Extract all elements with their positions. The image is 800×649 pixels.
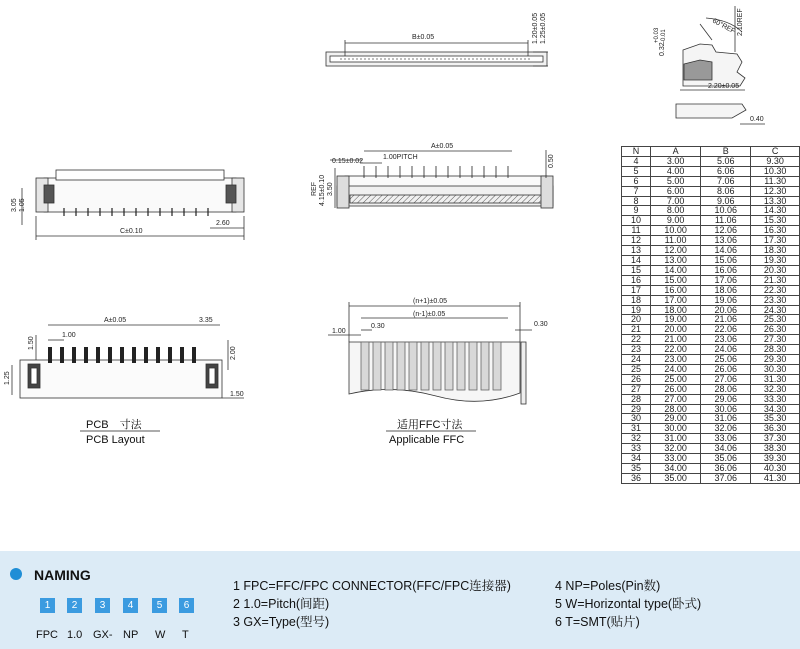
code-part: GX- (93, 629, 113, 641)
table-cell: 30 (622, 414, 651, 424)
naming-desc: 4 NP=Poles(Pin数) (555, 579, 661, 593)
table-cell: 27.30 (751, 335, 800, 345)
dim-text: 1.20±0.05 (532, 12, 539, 44)
dim-text: REF (311, 182, 318, 196)
table-row (622, 464, 800, 474)
table-cell: 28.30 (751, 345, 800, 355)
table-cell: 9.00 (651, 216, 701, 226)
table-cell: 36.06 (701, 464, 751, 474)
table-cell: 19.06 (701, 295, 751, 305)
table-cell: 8 (622, 196, 651, 206)
dim-text: 60°REF (711, 17, 737, 36)
naming-desc: 6 T=SMT(贴片) (555, 615, 640, 629)
dim-text: 0.40 (750, 116, 764, 123)
table-cell: 35.00 (651, 473, 701, 483)
table-row (622, 186, 800, 196)
table-cell: 21.30 (751, 275, 800, 285)
table-cell: 15 (622, 265, 651, 275)
table-row (622, 355, 800, 365)
table-cell: 18.00 (651, 305, 701, 315)
table-row (622, 176, 800, 186)
table-cell: 26.06 (701, 364, 751, 374)
table-cell: 26.30 (751, 325, 800, 335)
table-cell: 27.00 (651, 394, 701, 404)
table-cell: 7.00 (651, 196, 701, 206)
table-row (622, 384, 800, 394)
dim-text: -0.01 (661, 29, 667, 43)
table-cell: 31.30 (751, 374, 800, 384)
table-cell: 29 (622, 404, 651, 414)
table-cell: 16.30 (751, 226, 800, 236)
table-header-row (622, 147, 800, 157)
table-cell: 22.00 (651, 345, 701, 355)
naming-desc: 5 W=Horizontal type(卧式) (555, 597, 702, 611)
table-cell: 34.06 (701, 444, 751, 454)
naming-title: NAMING (34, 567, 91, 583)
table-row (622, 364, 800, 374)
table-cell: 25.00 (651, 374, 701, 384)
table-cell: 28.06 (701, 384, 751, 394)
table-cell: 16.00 (651, 285, 701, 295)
table-row (622, 295, 800, 305)
table-cell: 26 (622, 374, 651, 384)
table-cell: 19.00 (651, 315, 701, 325)
table-cell: 17.30 (751, 236, 800, 246)
table-row (622, 315, 800, 325)
table-cell: 14.00 (651, 265, 701, 275)
dim-text: 3.50 (327, 182, 334, 196)
table-row (622, 345, 800, 355)
code-box-3: 3 (95, 598, 110, 613)
table-cell: 20.06 (701, 305, 751, 315)
table-cell: 12.06 (701, 226, 751, 236)
dim-text: 0.30 (371, 323, 385, 330)
dim-text: 1.00PITCH (383, 154, 418, 161)
table-cell: 5.00 (651, 176, 701, 186)
dim-text: 2.20±0.05 (708, 83, 740, 90)
table-row (622, 335, 800, 345)
table-cell: 39.30 (751, 454, 800, 464)
table-cell: 13.30 (751, 196, 800, 206)
table-cell: 23 (622, 345, 651, 355)
table-cell: 18 (622, 295, 651, 305)
dim-text: 3.35 (199, 317, 213, 324)
table-row (622, 404, 800, 414)
table-cell: 17.00 (651, 295, 701, 305)
table-cell: 25 (622, 364, 651, 374)
table-cell: 16 (622, 275, 651, 285)
table-cell: 23.06 (701, 335, 751, 345)
table-cell: 34 (622, 454, 651, 464)
dim-text: 0.30 (534, 321, 548, 328)
dim-text: 1.05 (19, 198, 26, 212)
naming-desc: 3 GX=Type(型号) (233, 615, 330, 629)
table-cell: 35.06 (701, 454, 751, 464)
column-header: C (751, 147, 800, 157)
pcb-layout (12, 325, 244, 398)
table-cell: 22 (622, 335, 651, 345)
table-cell: 17 (622, 285, 651, 295)
table-cell: 12 (622, 236, 651, 246)
table-cell: 7 (622, 186, 651, 196)
pcb-caption-en: PCB Layout (86, 434, 145, 446)
table-cell: 19.30 (751, 255, 800, 265)
table-cell: 9.06 (701, 196, 751, 206)
table-cell: 41.30 (751, 473, 800, 483)
table-cell: 29.00 (651, 414, 701, 424)
table-cell: 21 (622, 325, 651, 335)
table-row (622, 394, 800, 404)
dim-text: +0.03 (654, 27, 660, 43)
table-cell: 9.30 (751, 156, 800, 166)
table-cell: 13 (622, 246, 651, 256)
code-box-2: 2 (67, 598, 82, 613)
table-cell: 14.06 (701, 246, 751, 256)
table-cell: 33.30 (751, 394, 800, 404)
table-cell: 30.06 (701, 404, 751, 414)
table-cell: 24.06 (701, 345, 751, 355)
table-cell: 8.06 (701, 186, 751, 196)
table-cell: 16.06 (701, 265, 751, 275)
table-cell: 18.06 (701, 285, 751, 295)
table-row (622, 424, 800, 434)
table-cell: 21.00 (651, 335, 701, 345)
dim-text: A±0.05 (104, 317, 127, 324)
table-cell: 14.30 (751, 206, 800, 216)
table-cell: 11.06 (701, 216, 751, 226)
table-cell: 29.30 (751, 355, 800, 365)
table-row (622, 434, 800, 444)
dim-text: B±0.05 (412, 34, 435, 41)
table-cell: 23.00 (651, 355, 701, 365)
dim-text: 1.00 (62, 332, 76, 339)
table-row (622, 246, 800, 256)
table-cell: 32.30 (751, 384, 800, 394)
table-row (622, 166, 800, 176)
table-cell: 19 (622, 305, 651, 315)
table-cell: 20.00 (651, 325, 701, 335)
table-row (622, 156, 800, 166)
table-row (622, 325, 800, 335)
table-cell: 6.00 (651, 186, 701, 196)
dim-text: 2.00 (230, 346, 237, 360)
table-row (622, 444, 800, 454)
table-cell: 24.00 (651, 364, 701, 374)
table-cell: 33.00 (651, 454, 701, 464)
table-row (622, 236, 800, 246)
table-row (622, 226, 800, 236)
naming-desc: 2 1.0=Pitch(间距) (233, 597, 330, 611)
table-cell: 29.06 (701, 394, 751, 404)
table-cell: 13.06 (701, 236, 751, 246)
code-box-1: 1 (40, 598, 55, 613)
dim-text: 0.50 (548, 154, 555, 168)
table-cell: 15.06 (701, 255, 751, 265)
table-cell: 11.30 (751, 176, 800, 186)
code-box-4: 4 (123, 598, 138, 613)
table-cell: 27 (622, 384, 651, 394)
table-cell: 5.06 (701, 156, 751, 166)
dim-text: 1.00 (332, 328, 346, 335)
dim-text: 1.25 (4, 371, 11, 385)
dim-text: 3.05 (11, 198, 18, 212)
column-header: B (701, 147, 751, 157)
dim-text: 4.15±0.10 (319, 174, 326, 206)
table-row (622, 206, 800, 216)
table-cell: 27.06 (701, 374, 751, 384)
table-cell: 35.30 (751, 414, 800, 424)
table-cell: 24 (622, 355, 651, 365)
table-cell: 38.30 (751, 444, 800, 454)
dim-text: 2.10REF (737, 8, 744, 36)
table-row (622, 374, 800, 384)
table-cell: 25.30 (751, 315, 800, 325)
table-cell: 11 (622, 226, 651, 236)
table-cell: 33.06 (701, 434, 751, 444)
dim-text: 0.15±0.02 (332, 158, 364, 165)
ffc-caption-en: Applicable FFC (389, 434, 465, 446)
table-cell: 3.00 (651, 156, 701, 166)
table-row (622, 285, 800, 295)
table-cell: 37.30 (751, 434, 800, 444)
table-cell: 32 (622, 434, 651, 444)
table-row (622, 275, 800, 285)
dim-text: (n-1)±0.05 (413, 311, 446, 318)
table-cell: 31.00 (651, 434, 701, 444)
table-cell: 12.30 (751, 186, 800, 196)
table-row (622, 216, 800, 226)
table-cell: 10.00 (651, 226, 701, 236)
table-row (622, 473, 800, 483)
code-part: 1.0 (67, 629, 83, 641)
dim-text: 2.60 (216, 220, 230, 227)
bullet-icon (10, 568, 22, 580)
table-cell: 13.00 (651, 255, 701, 265)
dim-text: 1.25±0.05 (540, 12, 547, 44)
code-box-6: 6 (179, 598, 194, 613)
table-cell: 34.30 (751, 404, 800, 414)
table-cell: 4 (622, 156, 651, 166)
table-cell: 31 (622, 424, 651, 434)
table-cell: 9 (622, 206, 651, 216)
column-header: A (651, 147, 701, 157)
table-cell: 35 (622, 464, 651, 474)
table-cell: 6 (622, 176, 651, 186)
table-cell: 11.00 (651, 236, 701, 246)
table-cell: 12.00 (651, 246, 701, 256)
table-cell: 20 (622, 315, 651, 325)
table-cell: 26.00 (651, 384, 701, 394)
table-cell: 17.06 (701, 275, 751, 285)
code-part: NP (123, 629, 139, 641)
dim-text: C±0.10 (120, 228, 143, 235)
table-cell: 10.30 (751, 166, 800, 176)
table-cell: 22.30 (751, 285, 800, 295)
ffc-caption-cn: 适用FFC寸法 (397, 419, 463, 431)
mid-view (330, 150, 553, 208)
table-cell: 34.00 (651, 464, 701, 474)
table-cell: 36.30 (751, 424, 800, 434)
table-cell: 18.30 (751, 246, 800, 256)
table-cell: 36 (622, 473, 651, 483)
table-cell: 10.06 (701, 206, 751, 216)
naming-desc: 1 FPC=FFC/FPC CONNECTOR(FFC/FPC连接器) (233, 579, 511, 593)
table-cell: 24.30 (751, 305, 800, 315)
table-cell: 21.06 (701, 315, 751, 325)
table-row (622, 414, 800, 424)
pcb-caption-cn: PCB 寸法 (86, 419, 142, 431)
table-cell: 22.06 (701, 325, 751, 335)
table-cell: 30.00 (651, 424, 701, 434)
dim-text: (n+1)±0.05 (413, 298, 448, 305)
dim-text: 1.50 (230, 391, 244, 398)
table-cell: 7.06 (701, 176, 751, 186)
table-row (622, 265, 800, 275)
table-cell: 5 (622, 166, 651, 176)
dim-text: 0.32 (659, 42, 666, 56)
table-row (622, 255, 800, 265)
table-row (622, 196, 800, 206)
dimension-table (621, 146, 800, 484)
table-cell: 20.30 (751, 265, 800, 275)
table-cell: 32.00 (651, 444, 701, 454)
column-header: N (622, 147, 651, 157)
table-cell: 31.06 (701, 414, 751, 424)
dim-text: A±0.05 (431, 143, 454, 150)
table-cell: 15.30 (751, 216, 800, 226)
table-cell: 4.00 (651, 166, 701, 176)
table-cell: 25.06 (701, 355, 751, 365)
table-row (622, 454, 800, 464)
code-part: FPC (36, 629, 58, 641)
code-part: T (182, 629, 189, 641)
table-cell: 23.30 (751, 295, 800, 305)
code-part: W (155, 629, 166, 641)
table-row (622, 305, 800, 315)
table-cell: 40.30 (751, 464, 800, 474)
table-cell: 32.06 (701, 424, 751, 434)
table-cell: 10 (622, 216, 651, 226)
table-cell: 28 (622, 394, 651, 404)
table-cell: 33 (622, 444, 651, 454)
table-cell: 30.30 (751, 364, 800, 374)
table-cell: 15.00 (651, 275, 701, 285)
table-cell: 14 (622, 255, 651, 265)
top-view (326, 40, 548, 66)
table-cell: 8.00 (651, 206, 701, 216)
code-box-5: 5 (152, 598, 167, 613)
dim-text: 1.50 (28, 336, 35, 350)
table-cell: 37.06 (701, 473, 751, 483)
table-cell: 6.06 (701, 166, 751, 176)
table-cell: 28.00 (651, 404, 701, 414)
